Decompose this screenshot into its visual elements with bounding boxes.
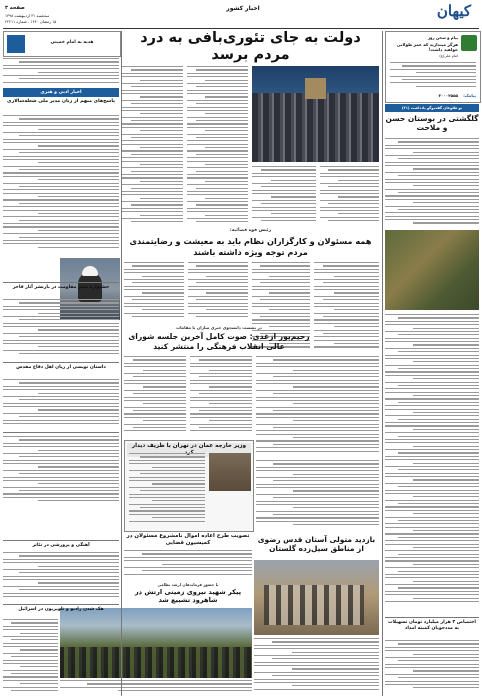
- story-photo: [385, 230, 479, 310]
- quote-text: هرگز مپندارید که عمر طولانی خواهید داشت!: [396, 42, 458, 52]
- right-item-1: پاسخ‌های مبهم از زبان مدیر ملی شعله‌سالاری: [7, 99, 115, 104]
- main-col-b: [252, 166, 316, 224]
- mid-right-body: [256, 356, 379, 456]
- right-rule-1: [3, 282, 119, 283]
- right-body-top: [3, 58, 119, 88]
- date-line-2: ۱۵ رمضان ۱۴۴۰ - شماره ۲۲۲۱۱: [5, 19, 57, 24]
- lead-headline: همه مسئولان و کارگزاران نظام باید به معیشت و رضایتمندی مردم توجه ویژه داشته باشند: [129, 236, 372, 257]
- main-col-c: [187, 66, 248, 226]
- right-body-1: [3, 115, 119, 250]
- banner-icon: [7, 35, 25, 53]
- right-item-3: داستان نویسی از زبان اهل دفاع مقدس: [16, 365, 106, 370]
- quote-title: پیام و سخن روز: [427, 35, 458, 40]
- approval-headline: تصویب طرح اعاده اموال نامشروع مسئولان در کمیسیون قضایی: [126, 533, 250, 546]
- main-headline: دولت به جای تئوری‌بافی به درد مردم برسد: [140, 30, 361, 63]
- army-body: [60, 680, 252, 696]
- quote-body: [390, 62, 476, 92]
- minister-box: [124, 440, 254, 532]
- quote-source: امام علی(ع): [439, 54, 458, 58]
- story-body-2: [385, 314, 479, 614]
- right-body-2: [3, 299, 119, 359]
- lead-col-a: [314, 262, 379, 352]
- banner-title: هدیه به امام خمینی: [50, 40, 94, 45]
- section-title: اخبار کشور: [226, 5, 260, 12]
- quote-box: [385, 31, 481, 103]
- right-body-4: [3, 552, 119, 602]
- date-line-1: سه‌شنبه ۳۱ اردیبهشت ۱۳۹۸: [5, 13, 50, 18]
- right-body-5: [3, 619, 58, 695]
- main-col-a: [320, 166, 379, 224]
- mid-right-body-2: [256, 460, 379, 530]
- logo-text: کیهان: [436, 2, 472, 20]
- sms-label: پیامک:: [463, 93, 476, 98]
- right-item-2: جشنواره شعر مقاومت در بازنشر آثار فاخر: [12, 285, 110, 290]
- bottom-left-rule: [385, 617, 479, 618]
- minister-photo: [209, 453, 251, 491]
- second-body-b: [124, 356, 186, 436]
- right-rule-4: [3, 540, 119, 541]
- army-headline: پیکر شهید نیروی زمینی ارتش در شاهرود تشییع شد: [134, 588, 242, 605]
- bottom-left-body: [385, 640, 479, 695]
- banner-box: [3, 31, 121, 57]
- masthead-logo: [430, 2, 478, 26]
- story-kicker: نو طلوعان گفت‌وگو یادداشت (۲۱): [385, 104, 479, 112]
- right-rule-5: [3, 604, 119, 605]
- lead-kicker: رئیس قوه قضائیه:: [229, 228, 272, 233]
- right-item-4: آهنگی و پرورشی در تئاتر: [32, 543, 90, 548]
- bottom-left-title: اختصاص ۳ هزار میلیارد تومان تسهیلات به مددجویان کمیته امداد: [388, 620, 476, 631]
- right-kicker: اخبار ادبی و هنری: [3, 88, 119, 97]
- right-body-3b: [3, 436, 119, 506]
- army-kicker: با حضور فرماندهان ارشد نظامی: [157, 582, 219, 587]
- minister-headline: وزیر خارجه عمان در تهران با ظریف دیدار: [127, 443, 251, 457]
- col-divider-main: [121, 31, 122, 696]
- sms-number: ۳۰۰۰۴۵۵۵: [438, 93, 458, 98]
- second-kicker: در نشست دانشجوی خبری سازان با مقامات: [176, 325, 262, 330]
- shrine-headline: بازدید متولی آستان قدس رضوی از مناطق سیل‌زده گلستان: [257, 535, 376, 554]
- lead-col-d: [124, 262, 184, 322]
- shrine-body: [254, 638, 379, 694]
- right-rule-3: [3, 432, 119, 433]
- army-photo: [60, 608, 252, 678]
- right-rule-2: [3, 362, 119, 363]
- main-photo: [252, 66, 379, 162]
- shrine-photo: [254, 560, 379, 635]
- quote-logo-icon: [461, 35, 477, 51]
- story-title: گلگشتی در بوستان حسن و ملاحت: [385, 114, 479, 132]
- minister-body: [129, 453, 205, 527]
- lead-col-c: [188, 262, 248, 322]
- right-body-3: [3, 379, 119, 429]
- second-headline: رحیم‌پور ازغدی: صوت کامل آخرین جلسه شورای عالی انقلاب فرهنگی را منتشر کنید: [128, 332, 310, 351]
- right-item-5: هک شدن رادیو و تلویزیون در اسرائیل: [18, 607, 104, 612]
- story-body: [385, 138, 479, 228]
- second-body-a: [190, 356, 252, 436]
- main-col-d: [122, 66, 183, 226]
- header-rule: [3, 28, 479, 29]
- col-divider-right: [382, 31, 383, 696]
- page-number: صفحه ۳: [5, 5, 25, 11]
- approval-body: [124, 550, 252, 580]
